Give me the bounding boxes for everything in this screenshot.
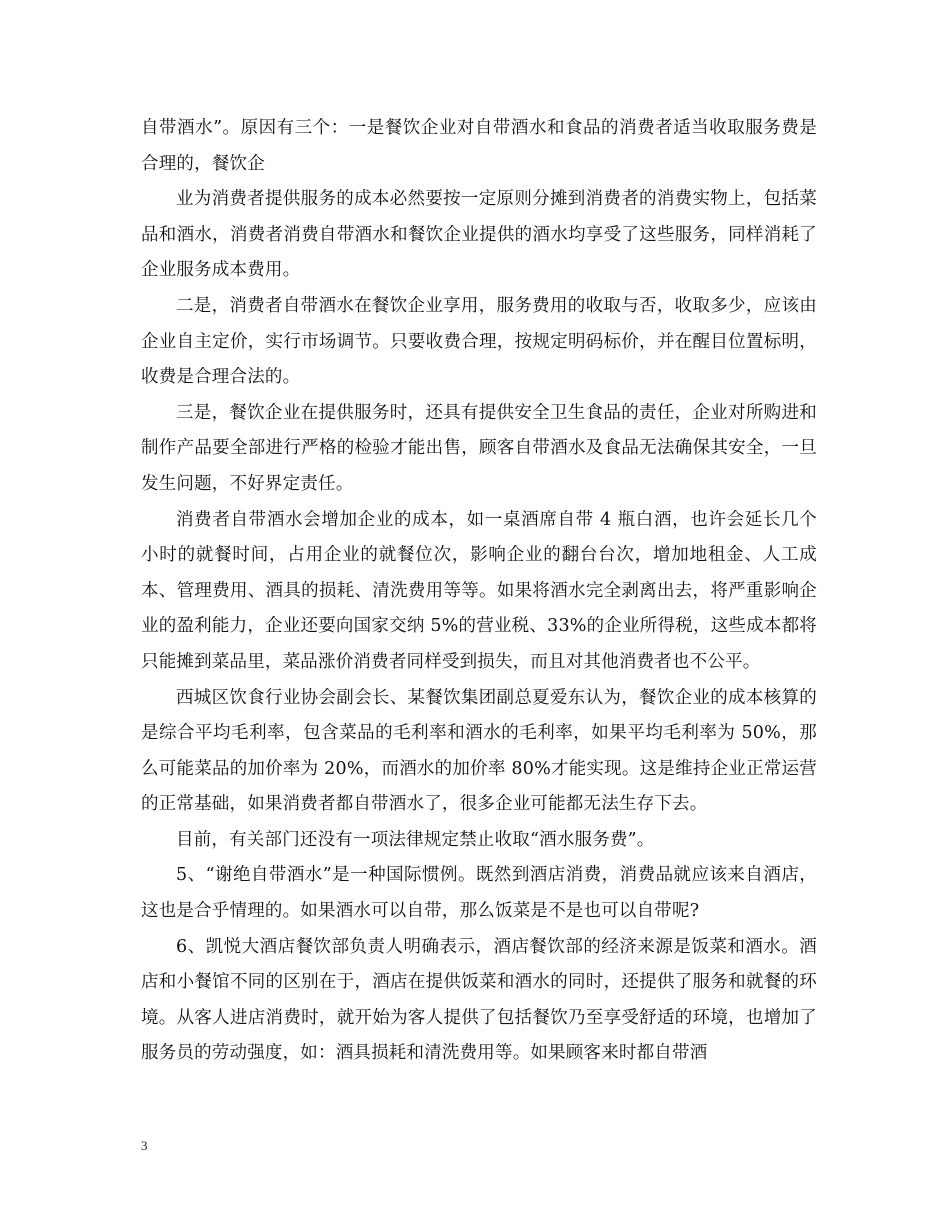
paragraph-2: 业为消费者提供服务的成本必然要按一定原则分摊到消费者的消费实物上，包括菜品和酒水，消费者消费自带酒水和餐饮企业提供的酒水均享受了这些服务，同样消耗了企业服务成本费用。	[141, 189, 817, 281]
paragraph-7: 目前，有关部门还没有一项法律规定禁止收取“酒水服务费”。	[176, 829, 655, 850]
paragraph-8: 5、“谢绝自带酒水”是一种国际惯例。既然到酒店消费，消费品就应该来自酒店，这也是合乎情理的。如果酒水可以自带，那么饭菜是不是也可以自带呢?	[141, 865, 817, 922]
paragraph-4: 三是，餐饮企业在提供服务时，还具有提供安全卫生食品的责任，企业对所购进和制作产品要全部进行严格的检验才能出售，顾客自带酒水及食品无法确保其安全，一旦发生问题，不好界定责任。	[141, 402, 817, 494]
paragraph-6: 西城区饮食行业协会副会长、某餐饮集团副总夏爱东认为，餐饮企业的成本核算的是综合平均毛利率，包含菜品的毛利率和酒水的毛利率，如果平均毛利率为 50%，那么可能菜品的加价率为 20%，而酒水的加价率 80%才能实现。这是维持企业正常运营的正常基础，如果消费者都自带酒水了，很多企业可能都无法生存下去。	[141, 687, 817, 815]
body-text	[141, 111, 817, 1072]
paragraph-9: 6、凯悦大酒店餐饮部负责人明确表示，酒店餐饮部的经济来源是饭菜和酒水。酒店和小餐馆不同的区别在于，酒店在提供饭菜和酒水的同时，还提供了服务和就餐的环境。从客人进店消费时，就开始为客人提供了包括餐饮乃至享受舒适的环境，也增加了服务员的劳动强度，如：酒具损耗和清洗费用等。如果顾客来时都自带酒	[141, 936, 817, 1064]
paragraph-3: 二是，消费者自带酒水在餐饮企业享用，服务费用的收取与否，收取多少，应该由企业自主定价，实行市场调节。只要收费合理，按规定明码标价，并在醒目位置标明，收费是合理合法的。	[141, 295, 817, 388]
paragraph-5: 消费者自带酒水会增加企业的成本，如一桌酒席自带 4 瓶白酒，也许会延长几个小时的就餐时间，占用企业的就餐位次，影响企业的翻台台次，增加地租金、人工成本、管理费用、酒具的损耗、清洗费用等等。如果将酒水完全剥离出去，将严重影响企业的盈利能力，企业还要向国家交纳 5%的营业税、33%的企业所得税，这些成本都将只能摊到菜品里，菜品涨价消费者同样受到损失，而且对其他消费者也不公平。	[141, 509, 817, 672]
page-number: 3	[141, 1138, 148, 1153]
paragraph-1: 自带酒水”。原因有三个：一是餐饮企业对自带酒水和食品的消费者适当收取服务费是合理的，餐饮企	[141, 118, 817, 174]
